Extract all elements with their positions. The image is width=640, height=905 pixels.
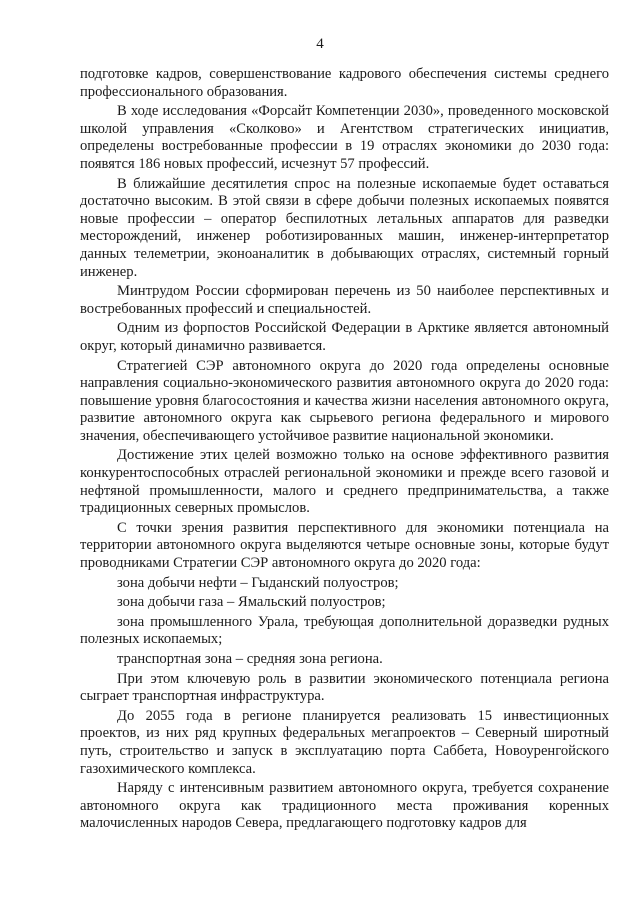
paragraph: Одним из форпостов Российской Федерации в Арктике является автономный округ, который динамично развивается. [80, 320, 609, 354]
list-item: зона добычи газа – Ямальский полуостров; [117, 594, 386, 611]
paragraph: С точки зрения развития перспективного для экономики потенциала на территории автономного округа выделяются четыре основные зоны, которые будут проводниками Стратегии СЭР автономного округа до 2020 года: [80, 519, 609, 572]
document-body [80, 66, 609, 835]
paragraph: В ближайшие десятилетия спрос на полезные ископаемые будет оставаться достаточно высоким. В этой связи в сфере добычи полезных ископаемых появятся новые профессии – оператор беспилотных летальных аппаратов для разведки месторождений, инженер роботизированных машин, инженер-интерпретатор данных телеметрии, эконоаналитик в добывающих отраслях, системный горный инженер. [80, 175, 609, 280]
paragraph: При этом ключевую роль в развитии экономического потенциала региона сыграет транспортная инфраструктура. [80, 670, 609, 705]
paragraph: До 2055 года в регионе планируется реализовать 15 инвестиционных проектов, из них ряд крупных федеральных мегапроектов – Северный широтный путь, строительство и запуск в эксплуатацию порта Саббета, Новоуренгойского газохимического комплекса. [80, 707, 609, 777]
paragraph: В ходе исследования «Форсайт Компетенции 2030», проведенного московской школой управления «Сколково» и Агентством стратегических инициатив, определены востребованные профессии в 19 отраслях экономики до 2030 года: появятся 186 новых профессий, исчезнут 57 профессий. [80, 103, 609, 172]
paragraph: Наряду с интенсивным развитием автономного округа, требуется сохранение автономного округа как традиционного места проживания коренных малочисленных народов Севера, предлагающего подготовку кадров для [80, 780, 609, 832]
paragraph: подготовке кадров, совершенствование кадрового обеспечения системы среднего профессионального образования. [80, 66, 609, 100]
list-item: зона добычи нефти – Гыданский полуостров; [117, 574, 399, 591]
paragraph: Достижение этих целей возможно только на основе эффективного развития конкурентоспособных отраслей региональной экономики и прежде всего газовой и нефтяной промышленности, малого и среднего предпринимательства, а также традиционных северных промыслов. [80, 447, 609, 517]
page-number: 4 [316, 36, 324, 52]
list-item: транспортная зона – средняя зона региона. [117, 651, 383, 667]
list-item: зона промышленного Урала, требующая дополнительной доразведки рудных полезных ископаемых; [80, 613, 609, 648]
paragraph: Стратегией СЭР автономного округа до 2020 года определены основные направления социально-экономического развития автономного округа до 2020 года: повышение уровня благосостояния и качества жизни населения автономного округа, развитие автономного округа как сырьевого региона федерального и мирового значения, обеспечивающего устойчивое развитие национальной экономики. [80, 357, 609, 444]
paragraph: Минтрудом России сформирован перечень из 50 наиболее перспективных и востребованных профессий и специальностей. [80, 283, 609, 317]
